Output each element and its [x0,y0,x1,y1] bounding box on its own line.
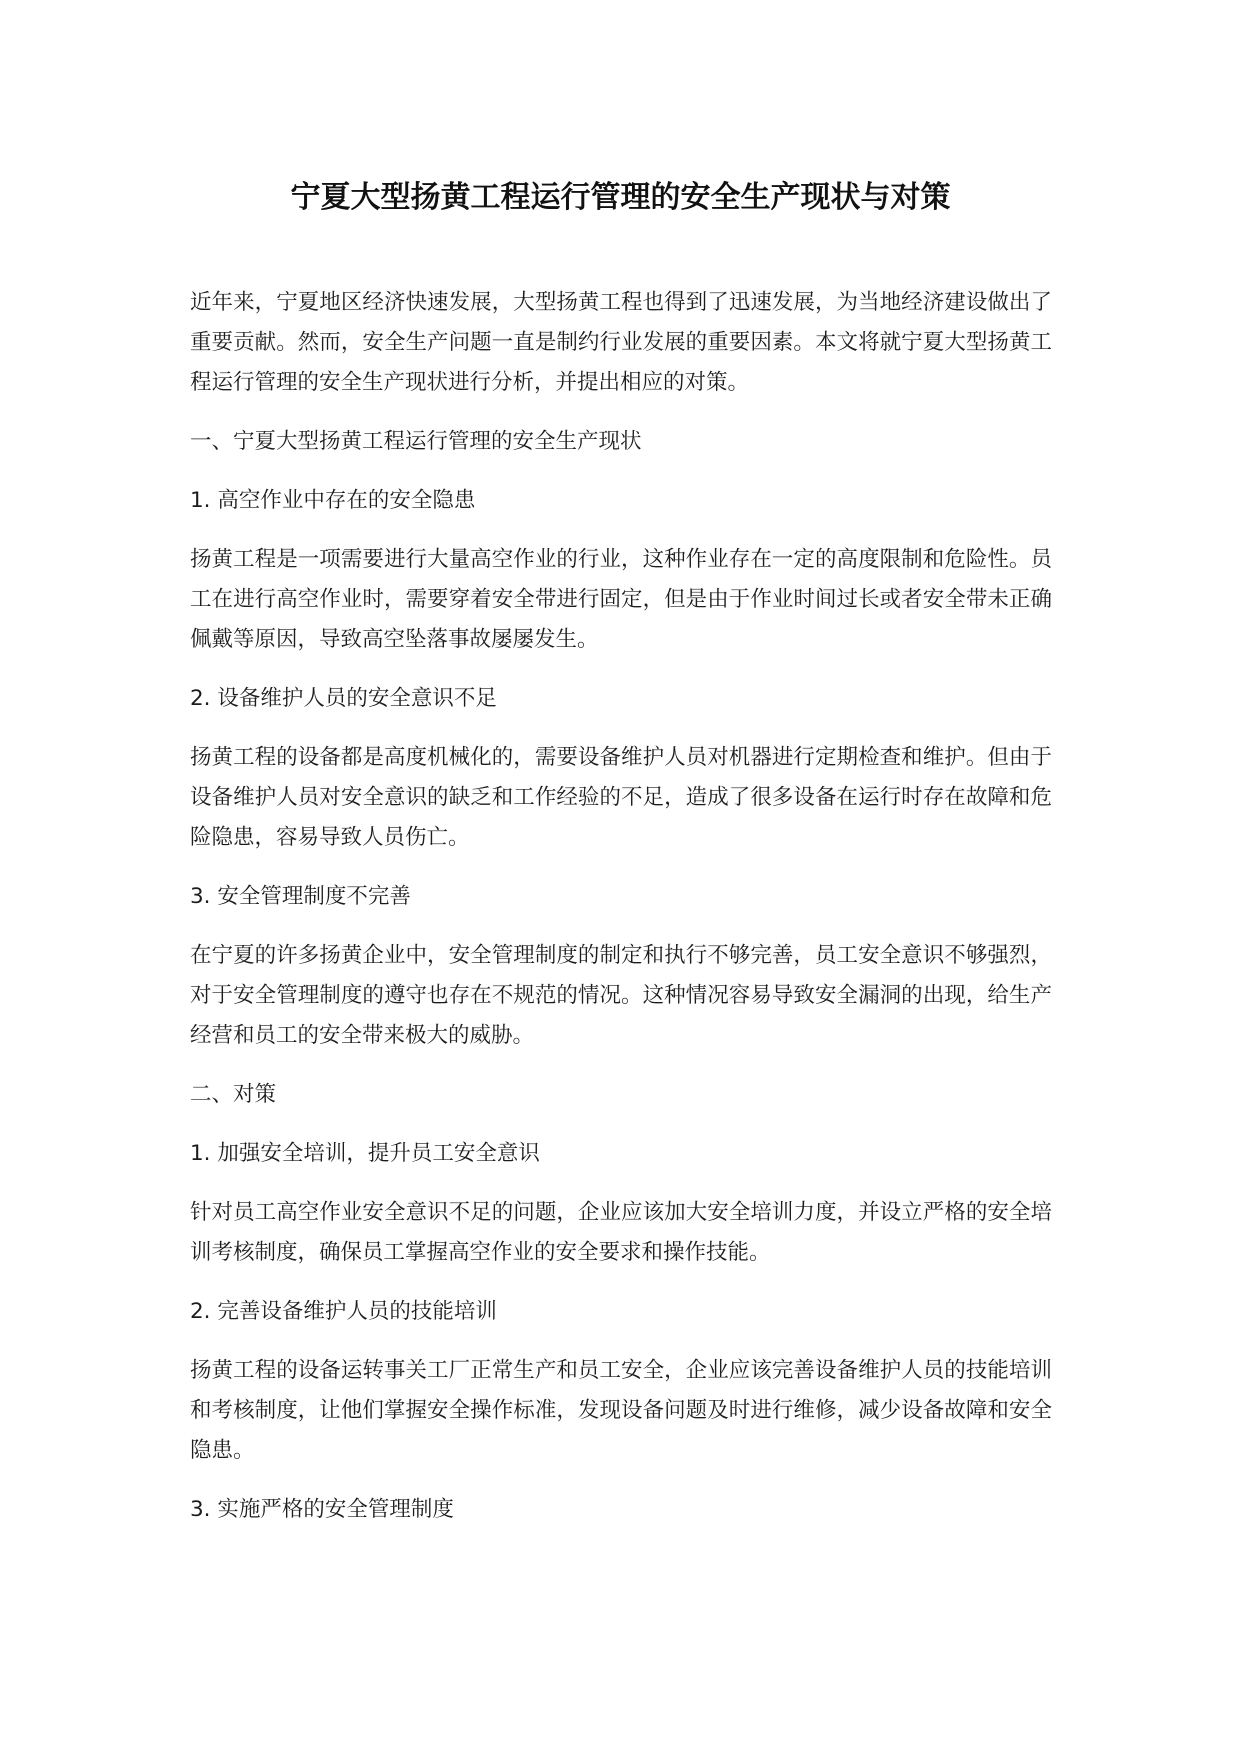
section-heading-countermeasures: 二、对策 [190,1082,277,1107]
subheading-maintenance-awareness: 2. 设备维护人员的安全意识不足 [190,686,497,711]
paragraph-maintenance-awareness: 扬黄工程的设备都是高度机械化的，需要设备维护人员对机器进行定期检查和维护。但由于设备维护人员对安全意识的缺乏和工作经验的不足，造成了很多设备在运行时存在故障和危险隐患，容易导致人员伤亡。 [190,745,1052,850]
document-body [190,283,1052,1549]
paragraph-management-system: 在宁夏的许多扬黄企业中，安全管理制度的制定和执行不够完善，员工安全意识不够强烈，对于安全管理制度的遵守也存在不规范的情况。这种情况容易导致安全漏洞的出现，给生产经营和员工的安全带来极大的威胁。 [190,943,1052,1048]
subheading-high-altitude-risk: 1. 高空作业中存在的安全隐患 [190,488,476,513]
section-heading-status: 一、宁夏大型扬黄工程运行管理的安全生产现状 [190,429,642,454]
document-title: 宁夏大型扬黄工程运行管理的安全生产现状与对策 [290,180,951,215]
subheading-safety-training: 1. 加强安全培训，提升员工安全意识 [190,1141,540,1166]
paragraph-high-altitude-risk: 扬黄工程是一项需要进行大量高空作业的行业，这种作业存在一定的高度限制和危险性。员工在进行高空作业时，需要穿着安全带进行固定，但是由于作业时间过长或者安全带未正确佩戴等原因，导致高空坠落事故屡屡发生。 [190,547,1052,652]
subheading-strict-management: 3. 实施严格的安全管理制度 [190,1497,454,1522]
paragraph-skill-training: 扬黄工程的设备运转事关工厂正常生产和员工安全，企业应该完善设备维护人员的技能培训和考核制度，让他们掌握安全操作标准，发现设备问题及时进行维修，减少设备故障和安全隐患。 [190,1358,1052,1463]
subheading-management-system: 3. 安全管理制度不完善 [190,884,411,909]
paragraph-safety-training: 针对员工高空作业安全意识不足的问题，企业应该加大安全培训力度，并设立严格的安全培训考核制度，确保员工掌握高空作业的安全要求和操作技能。 [190,1200,1052,1265]
intro-paragraph: 近年来，宁夏地区经济快速发展，大型扬黄工程也得到了迅速发展，为当地经济建设做出了重要贡献。然而，安全生产问题一直是制约行业发展的重要因素。本文将就宁夏大型扬黄工程运行管理的安全生产现状进行分析，并提出相应的对策。 [190,290,1052,395]
subheading-skill-training: 2. 完善设备维护人员的技能培训 [190,1299,497,1324]
